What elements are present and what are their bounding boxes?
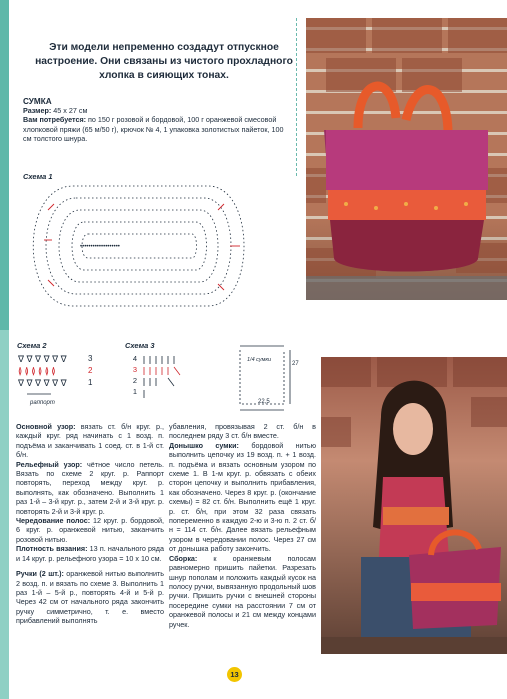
handles-continued-text: убавления, провязывая 2 ст. б/н в последнем ряду 3 ст. б/н вместе.: [169, 422, 316, 441]
materials-label: Вам потребуется:: [23, 115, 87, 125]
scheme-2-row-2: 2: [88, 366, 93, 375]
scheme-2-label: Схема 2: [17, 341, 47, 350]
page-number: 13: [227, 667, 242, 682]
assembly-title: Сборка:: [169, 553, 198, 563]
pattern-piece-width: 22,5: [258, 399, 270, 405]
relief-pattern-title: Рельефный узор:: [16, 459, 83, 469]
size-value: 45 x 27 см: [53, 106, 88, 115]
left-color-stripe-top: [0, 0, 9, 330]
svg-text:∇ ∇ ∇ ∇ ∇ ∇: ∇ ∇ ∇ ∇ ∇ ∇: [18, 354, 67, 364]
basic-pattern-title: Основной узор:: [16, 422, 76, 431]
assembly-text: к оранжевым полосам равномерно пришить пайетки. Разрезать шнур пополам и положить каждый кусок на полосу ручки, вывязанную продольный шов ручки. Пришить ручки с внешней стороны посередине сумки на расстоянии 7 см от оранжевой полосы и 21 см между концами ручек.: [169, 553, 316, 629]
size-label: Размер:: [23, 106, 52, 115]
scheme-2-row-3: 3: [88, 354, 93, 363]
model-photo-art: [321, 357, 507, 654]
scheme-2-row-1: 1: [88, 378, 93, 387]
dashed-divider: [296, 18, 297, 176]
density-text: 13 п. начального ряда и 14 круг. р. рельефного узора = 10 x 10 см.: [16, 544, 164, 563]
section-title: СУМКА: [23, 97, 52, 106]
pattern-piece-diagram: [232, 340, 306, 418]
svg-text:∇ ∇ ∇ ∇ ∇ ∇: ∇ ∇ ∇ ∇ ∇ ∇: [18, 378, 67, 388]
scheme-3-row-2: 2: [132, 376, 137, 385]
svg-text:≬ ≬ ≬ ≬ ≬ ≬: ≬ ≬ ≬ ≬ ≬ ≬: [18, 366, 56, 376]
scheme-1-diagram: [18, 180, 258, 312]
scheme-2-rapport: раппорт: [30, 400, 55, 406]
pattern-piece-height: 27: [292, 361, 299, 367]
instructions-col-1: [16, 422, 164, 626]
bag-photo-art: [306, 18, 507, 300]
scheme-3-row-numbers: [129, 353, 137, 397]
basic-pattern-text: вязать ст. б/н круг. р., каждый круг. ряд начинать с 1 возд. п. подъёма и заканчивать 1 соед. ст. в 1-й ст. б/н.: [16, 422, 165, 460]
materials-value: по 150 г розовой и бордовой, 100 г оранжевой смесовой хлопковой пряжи (65 м/50 г), крючок № 4, 1 упаковка золотистых пайеток, 100 см толстого шнура.: [23, 115, 284, 144]
scheme-3-label: Схема 3: [125, 341, 155, 350]
scheme-2-row-numbers: [88, 353, 92, 389]
instructions-col-2: [169, 422, 316, 629]
intro-text: Эти модели непременно создадут отпускное настроение. Они связаны из чистого прохладного хлопка в сияющих тонах.: [35, 42, 293, 81]
bag-meta: [23, 106, 293, 144]
model-photo: [321, 357, 507, 654]
density-title: Плотность вязания:: [16, 544, 88, 554]
scheme-3-diagram: [140, 352, 190, 400]
scheme-3-row-4: 4: [132, 354, 137, 363]
bottom-text: бордовой нитью выполнить цепочку из 19 возд. п. + 1 возд. п. подъёма и вязать основным узором по схеме 1. В 1-м круг. р. обвязать с обеих сторон цепочку и выполнить прибавления, как обозначено. Через 8 круг. р. (окончание схемы) = 82 ст. б/н. Выполнить ещё 1 круг. р. ст. б/н, при этом 32 раза связать попеременно в каждую 2-ю и 3-ю п. 2 ст. б/н = 114 ст. б/н. Далее вязать рельефным узором в чередовании полос. Через 27 см от донышка работу закончить.: [169, 440, 317, 554]
handles-title: Ручки (2 шт.):: [16, 569, 64, 579]
stripes-title: Чередование полос:: [16, 516, 91, 526]
scheme-1-start-mark: •••••••••••••••••••: [80, 244, 120, 250]
pattern-piece-label: 1/4 сумки: [247, 357, 272, 363]
bag-photo: [306, 18, 507, 300]
stripes-text: 12 круг. р. бордовой, 6 круг. р. оранжевой нитью, заканчить розовой нитью.: [16, 516, 165, 544]
scheme-3-row-1: 1: [132, 387, 137, 396]
scheme-1-label: Схема 1: [23, 172, 53, 181]
bottom-title: Донышко сумки:: [169, 440, 239, 450]
handles-text: оранжевой нитью выполнить 2 возд. п. и вязать по схеме 3. Выполнить 1 раз 1-й – 5-й р., повторять 4-й и 5-й р. Через 42 см от начального ряда закончить ручку симметрично, т. е. вместо прибавлений выполнять: [16, 569, 164, 626]
scheme-3-row-3: 3: [132, 365, 137, 374]
relief-pattern-text: чётное число петель. Вязать по схеме 2 круг. р. Раппорт повторять, переход между круг. р. выполнять, как обозначено. Выполнить 1 раз 1-й – 3-й круг. р., затем 2-й и 3-й круг. р. повторять 2-й и 3-й круг. р.: [16, 459, 164, 516]
